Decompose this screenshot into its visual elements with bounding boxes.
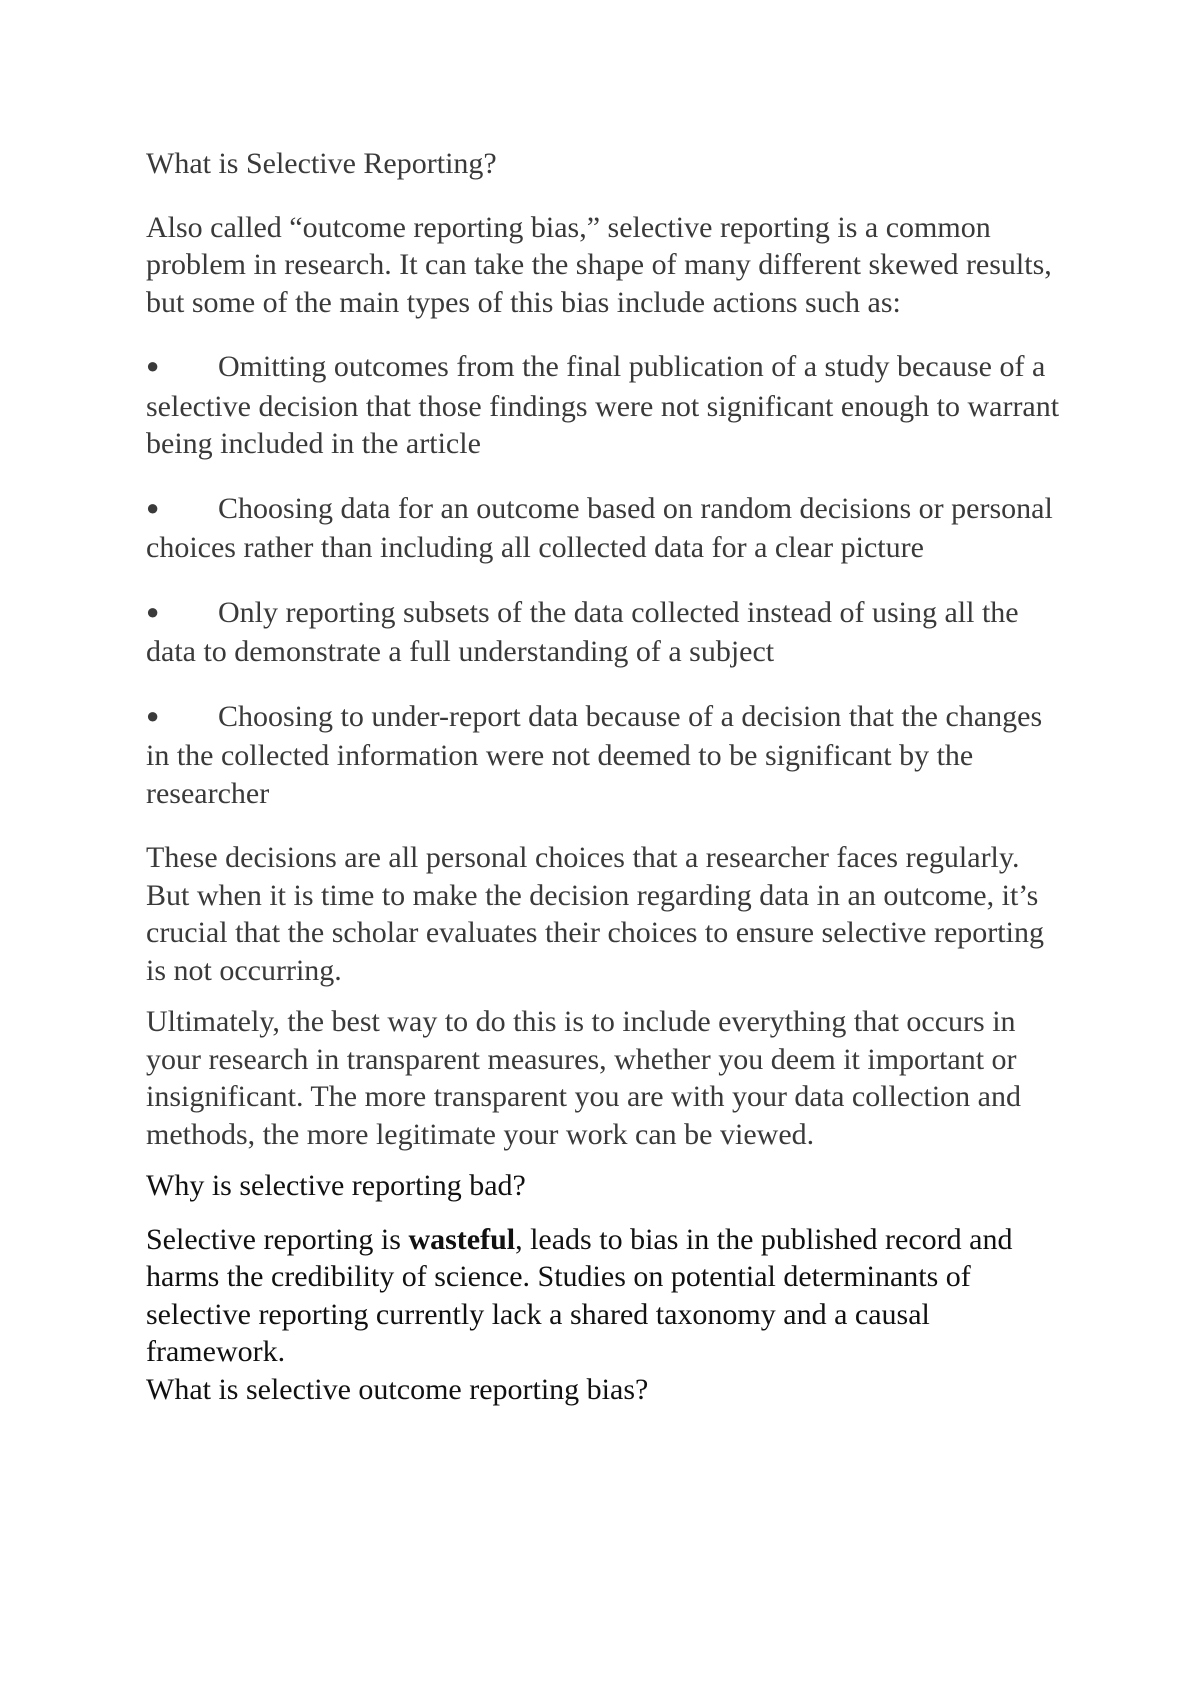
ultimately-paragraph: Ultimately, the best way to do this is to include everything that occurs in your research in transparent measures, whether you deem it important or insignificant. The more transparent you are with your data collection and methods, the more legitimate your work can be viewed. <box>146 1005 1021 1151</box>
answer-text-end: , leads to bias in the published record and harms the credibility of science. Studies on potential determinants of selective reporting currently lack a shared taxonomy and a causal framework. <box>146 1222 1013 1368</box>
bullet-dot-icon: ● <box>146 598 160 624</box>
question-selective-outcome: What is selective outcome reporting bias? <box>146 1372 649 1406</box>
bullet-item-2 <box>146 490 1066 567</box>
bullet-text: Choosing to under-report data because of a decision that the changes in the collected information were not deemed to be significant by the researcher <box>146 699 1043 810</box>
document-page <box>146 145 1066 1408</box>
answer-paragraph <box>146 1221 1066 1371</box>
bullet-item-3 <box>146 594 1066 671</box>
bullet-text: Omitting outcomes from the final publication of a study because of a selective decision that those findings were not significant enough to warrant being included in the article <box>146 350 1060 460</box>
bullet-text: Only reporting subsets of the data collected instead of using all the data to demonstrate a full understanding of a subject <box>146 595 1019 668</box>
document-heading: What is Selective Reporting? <box>146 147 497 180</box>
bullet-text: Choosing data for an outcome based on random decisions or personal choices rather than including all collected data for a clear picture <box>146 491 1053 564</box>
question-why-bad: Why is selective reporting bad? <box>146 1169 526 1202</box>
bullet-dot-icon: ● <box>146 353 160 378</box>
answer-text-start: Selective reporting is <box>146 1222 409 1256</box>
answer-bold-word: wasteful <box>408 1222 516 1256</box>
intro-paragraph: Also called “outcome reporting bias,” selective reporting is a common problem in research. It can take the shape of many different skewed results, but some of the main types of this bias include actions such as: <box>146 210 1052 319</box>
bullet-dot-icon: ● <box>146 702 160 728</box>
decisions-paragraph: These decisions are all personal choices that a researcher faces regularly. But when it is time to make the decision regarding data in an outcome, it’s crucial that the scholar evaluates their choices to ensure selective reporting is not occurring. <box>146 841 1044 987</box>
bullet-item-4 <box>146 698 1066 813</box>
bullet-dot-icon: ● <box>146 494 160 520</box>
bullet-item-1 <box>146 348 1066 463</box>
